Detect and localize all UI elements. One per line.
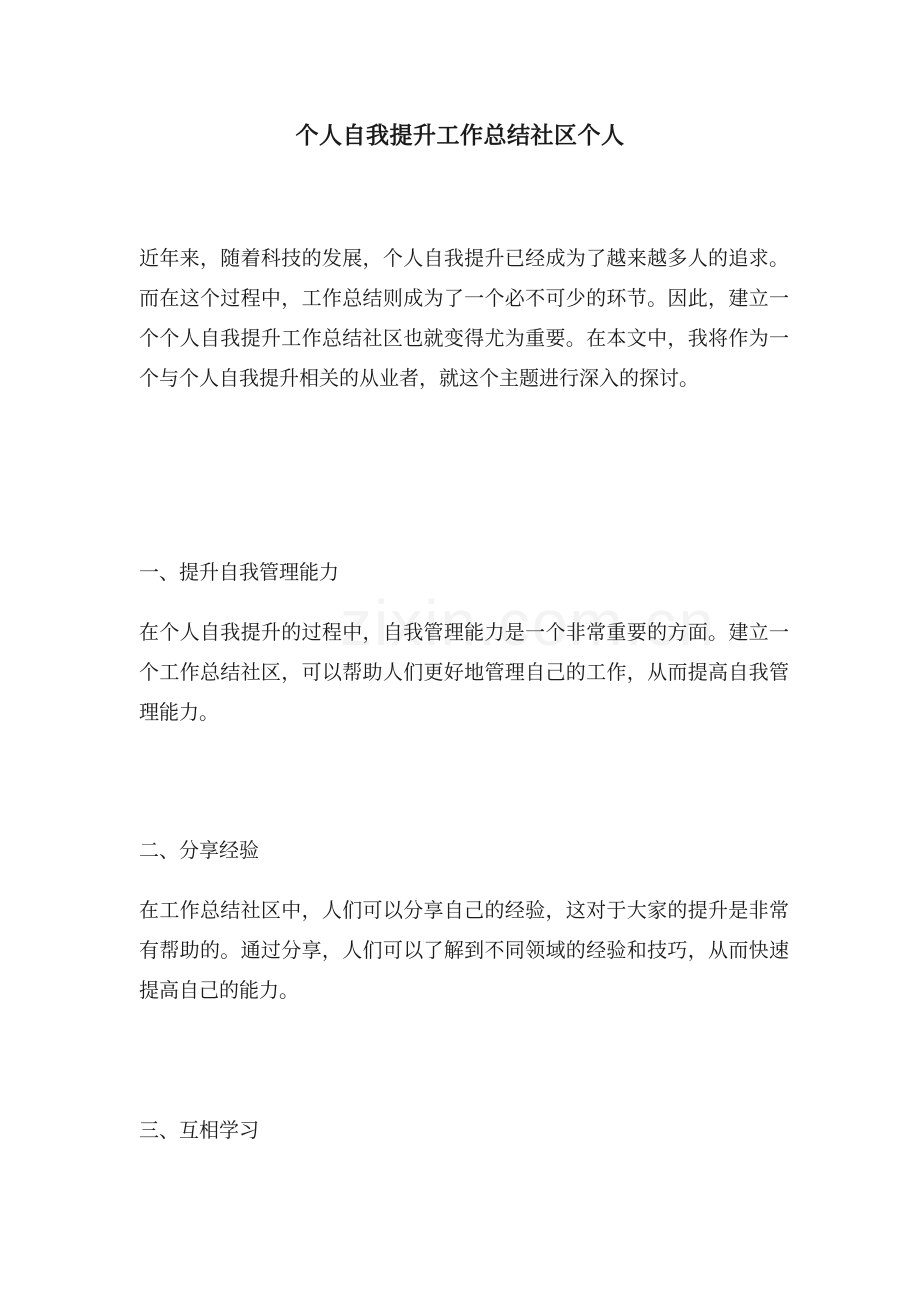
section-body-1: 在个人自我提升的过程中，自我管理能力是一个非常重要的方面。建立一个工作总结社区，可以帮助人们更好地管理自己的工作，从而提高自我管理能力。 bbox=[139, 620, 789, 724]
section-heading-1: 一、提升自我管理能力 bbox=[139, 560, 339, 584]
section-heading-2: 二、分享经验 bbox=[139, 838, 259, 862]
intro-paragraph: 近年来，随着科技的发展，个人自我提升已经成为了越来越多人的追求。而在这个过程中，工作总结则成为了一个必不可少的环节。因此，建立一个个人自我提升工作总结社区也就变得尤为重要。在本文中，我将作为一个与个人自我提升相关的从业者，就这个主题进行深入的探讨。 bbox=[139, 246, 789, 390]
section-heading-3: 三、互相学习 bbox=[139, 1118, 259, 1142]
section-body-2: 在工作总结社区中，人们可以分享自己的经验，这对于大家的提升是非常有帮助的。通过分享，人们可以了解到不同领域的经验和技巧，从而快速提高自己的能力。 bbox=[139, 898, 789, 1002]
document-title: 个人自我提升工作总结社区个人 bbox=[295, 122, 625, 149]
